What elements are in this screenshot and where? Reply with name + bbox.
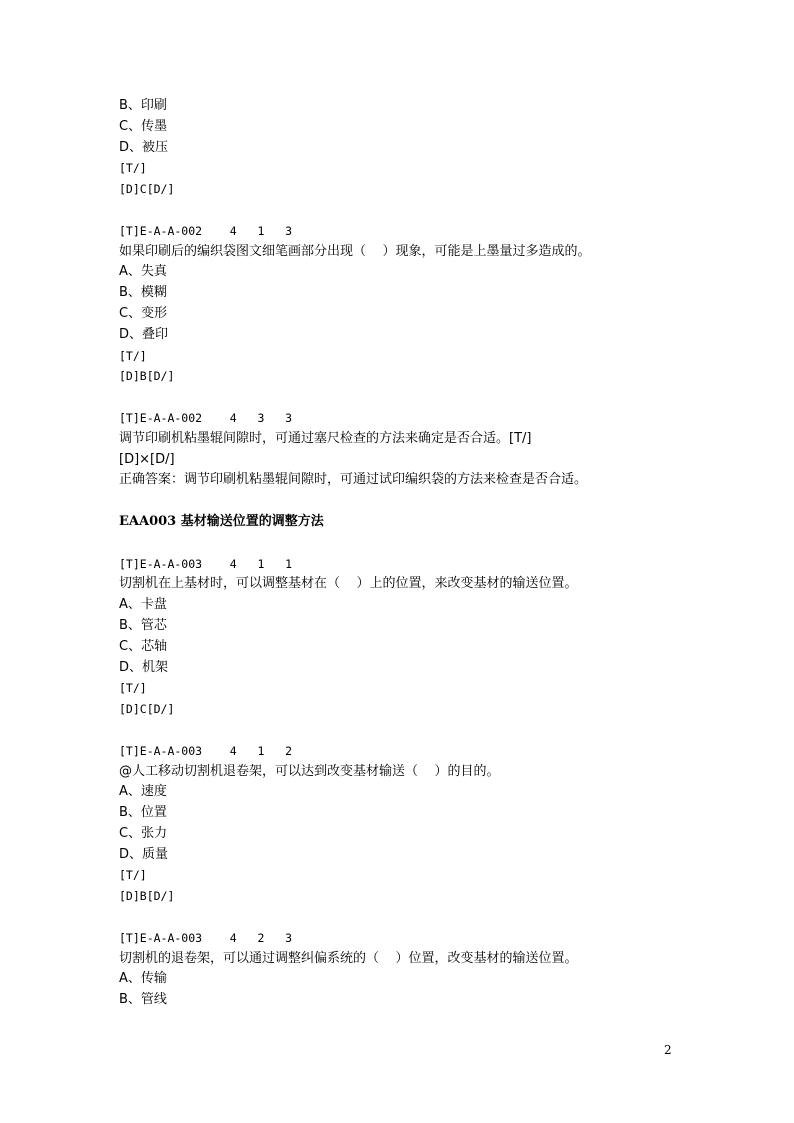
code-line: [D]C[D/] — [119, 702, 175, 717]
blank-line — [119, 387, 679, 408]
page-number: 2 — [664, 1043, 672, 1057]
text-line: 切割机的退卷架，可以通过调整纠偏系统的（ ）位置，改变基材的输送位置。 — [119, 950, 578, 966]
text-line: B、管芯 — [119, 617, 167, 633]
text-line: C、芯轴 — [119, 638, 168, 654]
blank-line — [119, 533, 679, 554]
blank-line — [119, 907, 679, 928]
text-line: C、传墨 — [119, 118, 168, 134]
code-line: [T]E-A-A-003 4 2 3 — [119, 930, 293, 945]
text-line: C、张力 — [119, 825, 168, 841]
code-line: [T]E-A-A-003 4 1 2 — [119, 743, 293, 758]
code-line: [T/] — [119, 161, 147, 176]
code-line: [T]E-A-A-003 4 1 1 — [119, 556, 293, 571]
text-line: B、印刷 — [119, 98, 167, 113]
text-line: A、失真 — [119, 264, 167, 280]
code-line: [T/] — [119, 681, 147, 696]
text-line: 如果印刷后的编织袋图文细笔画部分出现（ ）现象，可能是上墨量过多造成的。 — [119, 243, 591, 259]
text-line: A、速度 — [119, 784, 167, 800]
code-line: [T/] — [119, 348, 147, 363]
text-line: @人工移动切割机退卷架，可以达到改变基材输送（ ）的目的。 — [119, 763, 500, 779]
text-line: D、机架 — [119, 659, 169, 675]
text-line: 调节印刷机粘墨辊间隙时，可通过塞尺检查的方法来确定是否合适。[T/] — [119, 430, 532, 446]
blank-line — [119, 720, 679, 741]
text-line: D、被压 — [119, 139, 169, 155]
code-line: [D]B[D/] — [119, 369, 175, 384]
text-line: A、卡盘 — [119, 597, 167, 613]
text-line: D、质量 — [119, 846, 169, 862]
text-line: 切割机在上基材时，可以调整基材在（ ）上的位置，来改变基材的输送位置。 — [119, 576, 578, 592]
code-line: [D]C[D/] — [119, 182, 175, 197]
blank-line — [119, 491, 679, 512]
text-line: A、传输 — [119, 971, 167, 987]
text-line: B、管线 — [119, 992, 167, 1008]
code-line: [T]E-A-A-002 4 3 3 — [119, 410, 293, 425]
text-line: C、变形 — [119, 305, 168, 321]
section-heading: EAA003 基材输送位置的调整方法 — [119, 513, 324, 529]
text-line: D、叠印 — [119, 326, 169, 342]
code-line: [T/] — [119, 868, 147, 883]
code-line: [T]E-A-A-002 4 1 3 — [119, 223, 293, 238]
text-line: B、位置 — [119, 805, 167, 821]
blank-line — [119, 200, 679, 221]
text-line: 正确答案：调节印刷机粘墨辊间隙时，可通过试印编织袋的方法来检查是否合适。 — [119, 472, 588, 488]
code-line: [D]B[D/] — [119, 889, 175, 904]
text-line: [D]×[D/] — [119, 451, 175, 467]
text-line: B、模糊 — [119, 285, 167, 301]
page-content — [119, 96, 679, 1011]
